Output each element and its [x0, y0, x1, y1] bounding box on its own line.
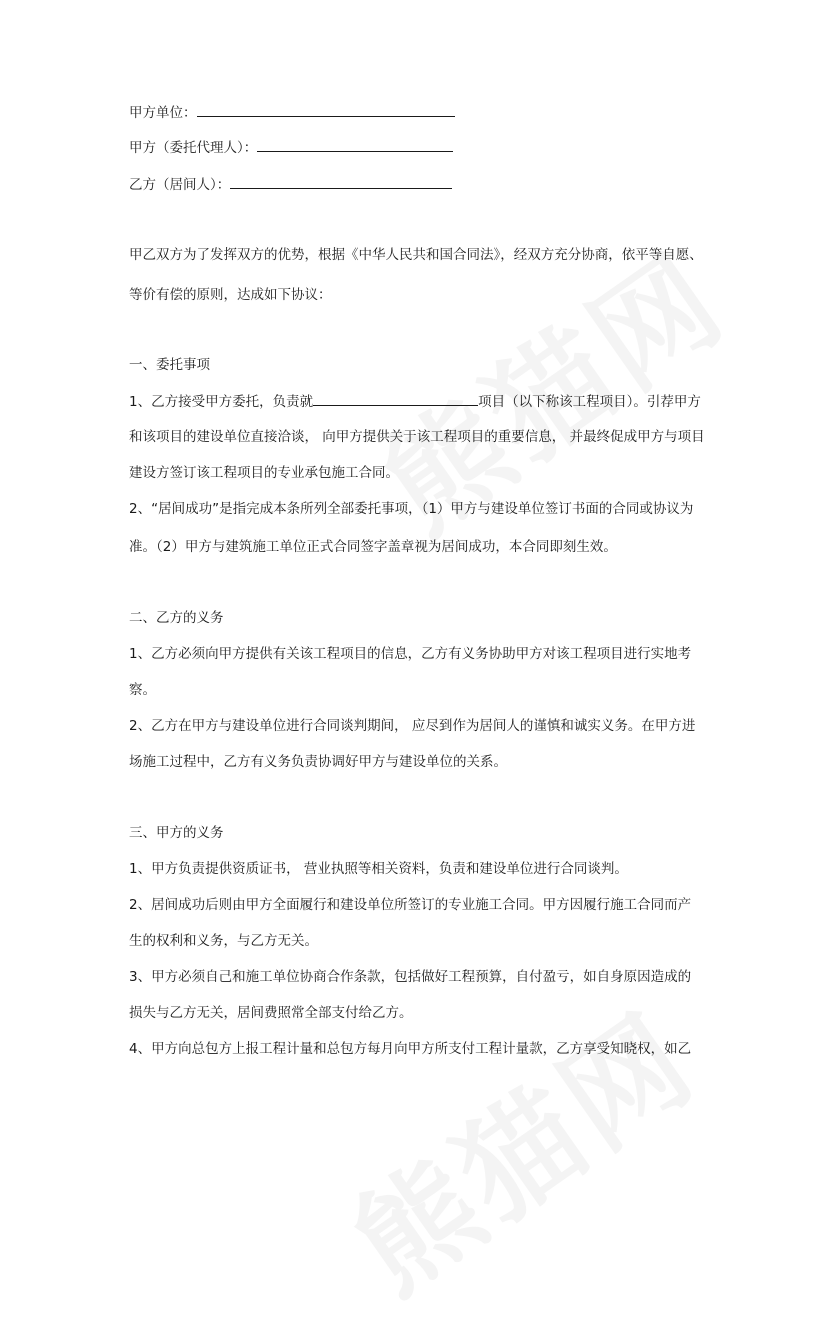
section-1-item-2-line-1: 2、“居间成功”是指完成本条所列全部委托事项，（1）甲方与建设单位签订书面的合同或协议为 — [129, 501, 694, 517]
section-1-item-2-line-2: 准。（2）甲方与建筑施工单位正式合同签字盖章视为居间成功，本合同即刻生效。 — [129, 539, 617, 555]
project-name-blank — [313, 391, 478, 406]
item-text: 1、乙方接受甲方委托，负责就 — [129, 394, 314, 410]
intro-line-1: 甲乙双方为了发挥双方的优势，根据《中华人民共和国合同法》，经双方充分协商，依平等自愿、 — [129, 247, 703, 263]
section-2-item-2-line-1: 2、乙方在甲方与建设单位进行合同谈判期间， 应尽到作为居间人的谨慎和诚实义务。在甲方进 — [129, 718, 696, 734]
section-1-title: 一、委托事项 — [129, 357, 210, 373]
section-3-item-2-line-2: 生的权利和义务，与乙方无关。 — [129, 933, 318, 949]
section-3-title: 三、甲方的义务 — [129, 825, 224, 841]
section-1-item-1-line-1 — [129, 391, 701, 412]
intro-line-2: 等价有偿的原则，达成如下协议： — [129, 287, 332, 303]
section-3-item-4-line-1: 4、甲方向总包方上报工程计量和总包方每月向甲方所支付工程计量款，乙方享受知晓权，如乙 — [129, 1041, 692, 1057]
section-2-item-1-line-1: 1、乙方必须向甲方提供有关该工程项目的信息，乙方有义务协助甲方对该工程项目进行实地考 — [129, 646, 692, 662]
party-a-unit-blank — [197, 102, 455, 117]
section-1-item-1-line-2: 和该项目的建设单位直接洽谈， 向甲方提供关于该工程项目的重要信息， 并最终促成甲方与项目 — [129, 429, 705, 445]
party-a-agent-blank — [257, 137, 453, 152]
section-2-item-1-line-2: 察。 — [129, 682, 156, 698]
party-a-unit-field — [129, 102, 455, 123]
section-2-title: 二、乙方的义务 — [129, 610, 224, 626]
item-text: 项目（以下称该工程项目）。引荐甲方 — [478, 394, 701, 410]
section-3-item-2-line-1: 2、居间成功后则由甲方全面履行和建设单位所签订的专业施工合同。甲方因履行施工合同而产 — [129, 897, 692, 913]
section-2-item-2-line-2: 场施工过程中，乙方有义务负责协调好甲方与建设单位的关系。 — [129, 754, 507, 770]
party-b-blank — [230, 174, 452, 189]
section-3-item-3-line-1: 3、甲方必须自己和施工单位协商合作条款，包括做好工程预算，自付盈亏，如自身原因造成的 — [129, 969, 692, 985]
party-b-label: 乙方（居间人）： — [129, 177, 231, 193]
party-a-agent-label: 甲方（委托代理人）： — [129, 140, 258, 156]
party-a-agent-field — [129, 137, 453, 158]
party-b-field — [129, 174, 452, 195]
section-1-item-1-line-3: 建设方签订该工程项目的专业承包施工合同。 — [129, 465, 399, 481]
party-a-unit-label: 甲方单位： — [129, 105, 197, 121]
section-3-item-1-line-1: 1、甲方负责提供资质证书， 营业执照等相关资料，负责和建设单位进行合同谈判。 — [129, 861, 628, 877]
section-3-item-3-line-2: 损失与乙方无关，居间费照常全部支付给乙方。 — [129, 1005, 413, 1021]
